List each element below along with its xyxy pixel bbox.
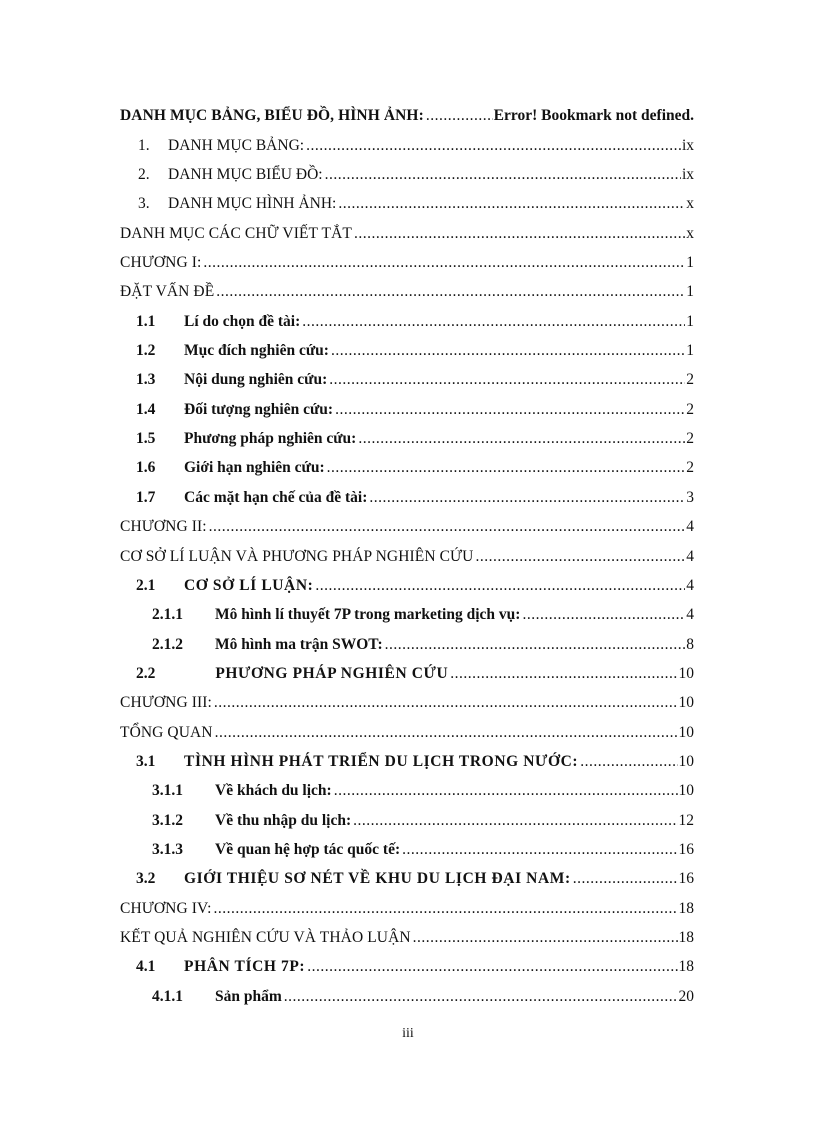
toc-entry-page: 10 [678, 782, 694, 800]
toc-entry-number: 3. [138, 195, 150, 213]
toc-entry-number: 3.2 [136, 870, 156, 888]
toc-entry-title: Về quan hệ hợp tác quốc tế: [215, 840, 401, 858]
toc-entry-number: 4.1.1 [152, 987, 183, 1005]
toc-entry[interactable] [0, 803, 816, 832]
toc-entry[interactable] [0, 569, 816, 598]
toc-entry[interactable] [0, 158, 816, 187]
toc-entry[interactable] [0, 715, 816, 744]
toc-entry-title: CHƯƠNG II: [120, 518, 207, 536]
toc-entry-title: Các mặt hạn chế của đề tài: [184, 488, 368, 506]
toc-entry-page: 4 [686, 606, 694, 624]
toc-entry-number: 3.1 [136, 752, 156, 770]
toc-entry-title: DANH MỤC HÌNH ẢNH: [168, 195, 337, 213]
toc-entry-page: 1 [686, 312, 694, 330]
toc-entry-title: GIỚI THIỆU SƠ NÉT VỀ KHU DU LỊCH ĐẠI NAM: [184, 870, 571, 888]
toc-entry[interactable] [0, 275, 816, 304]
toc-leader-dots [215, 724, 678, 741]
toc-entry-number: 1.5 [136, 430, 156, 448]
toc-entry-title: DANH MỤC BẢNG: [168, 136, 305, 154]
toc-entry-number: 2.1.2 [152, 635, 183, 653]
toc-leader-dots [335, 401, 685, 418]
toc-entry-title: ĐẶT VẤN ĐỀ [120, 283, 215, 301]
toc-entry-page: 10 [678, 723, 694, 741]
toc-leader-dots [358, 430, 685, 447]
toc-entry-title: Mục đích nghiên cứu: [184, 342, 329, 360]
toc-leader-dots [426, 107, 493, 124]
toc-leader-dots [338, 195, 685, 212]
toc-entry-title: Mô hình ma trận SWOT: [215, 635, 383, 653]
toc-entry-page: 18 [678, 899, 694, 917]
toc-leader-dots [334, 782, 678, 799]
toc-leader-dots [353, 812, 677, 829]
toc-entry[interactable] [0, 246, 816, 275]
toc-entry-page: 18 [678, 958, 694, 976]
toc-leader-dots [214, 900, 678, 917]
toc-entry-number: 1.2 [136, 342, 156, 360]
toc-leader-dots [580, 753, 677, 770]
toc-leader-dots [331, 342, 685, 359]
toc-entry-page: 2 [686, 430, 694, 448]
toc-leader-dots [203, 254, 685, 271]
toc-entry-page: 1 [686, 342, 694, 360]
toc-entry[interactable] [0, 833, 816, 862]
toc-leader-dots [216, 283, 685, 300]
toc-entry-title: Lí do chọn đề tài: [184, 312, 301, 330]
toc-entry[interactable] [0, 598, 816, 627]
toc-entry-number: 1. [138, 136, 150, 154]
page-number: iii [402, 1026, 414, 1041]
toc-entry-page: 4 [686, 547, 694, 565]
toc-entry[interactable] [0, 979, 816, 1008]
toc-entry[interactable] [0, 627, 816, 656]
toc-entry-page: 18 [678, 928, 694, 946]
toc-leader-dots [214, 694, 678, 711]
toc-entry-number: 3.1.2 [152, 811, 183, 829]
toc-entry-page: 2 [686, 400, 694, 418]
toc-entry-title: CHƯƠNG III: [120, 694, 212, 712]
toc-entry[interactable] [0, 187, 816, 216]
toc-entry-title: Về thu nhập du lịch: [215, 811, 352, 829]
toc-entry-page: 2 [686, 459, 694, 477]
toc-leader-dots [354, 225, 685, 242]
toc-leader-dots [413, 929, 678, 946]
toc-entry-title: KẾT QUẢ NGHIÊN CỨU VÀ THẢO LUẬN [120, 928, 411, 946]
toc-leader-dots [450, 665, 677, 682]
toc-entry[interactable] [0, 510, 816, 539]
toc-leader-dots [209, 518, 686, 535]
toc-entry-page: 10 [678, 694, 694, 712]
toc-leader-dots [329, 371, 685, 388]
toc-leader-dots [307, 958, 677, 975]
toc-entry-number: 1.7 [136, 488, 156, 506]
toc-entry[interactable] [0, 862, 816, 891]
toc-entry-page: 12 [678, 811, 694, 829]
toc-entry-number: 2.1 [136, 576, 156, 594]
toc-leader-dots [315, 577, 685, 594]
toc-entry-page: 20 [678, 987, 694, 1005]
toc-entry-title: DANH MỤC BIỂU ĐỒ: [168, 166, 323, 184]
toc-entry-number: 1.4 [136, 400, 156, 418]
toc-leader-dots [573, 870, 678, 887]
toc-entry-number: 1.1 [136, 312, 156, 330]
toc-entry-title: TỔNG QUAN [120, 723, 213, 741]
toc-entry-page: 16 [678, 840, 694, 858]
toc-entry-title: CƠ SỞ LÍ LUẬN VÀ PHƯƠNG PHÁP NGHIÊN CỨU [120, 547, 474, 565]
toc-entry-title: Phương pháp nghiên cứu: [184, 430, 357, 448]
toc-entry-title: Mô hình lí thuyết 7P trong marketing dịch vụ: [215, 606, 521, 624]
toc-entry[interactable] [0, 99, 816, 128]
toc-entry[interactable] [0, 304, 816, 333]
toc-entry[interactable] [0, 891, 816, 920]
toc-entry-number: 4.1 [136, 958, 156, 976]
toc-entry[interactable] [0, 216, 816, 245]
toc-entry-title: DANH MỤC CÁC CHỮ VIẾT TẮT [120, 224, 352, 242]
toc-entry-number: 2.1.1 [152, 606, 183, 624]
toc-entry-title: PHÂN TÍCH 7P: [184, 958, 306, 976]
toc-leader-dots [302, 313, 685, 330]
toc-leader-dots [522, 606, 685, 623]
toc-entry-number: 3.1.3 [152, 840, 183, 858]
toc-leader-dots [369, 489, 685, 506]
toc-leader-dots [402, 841, 677, 858]
toc-entry-number: 2.2 [136, 664, 156, 682]
toc-entry[interactable] [0, 334, 816, 363]
toc-entry-title: DANH MỤC BẢNG, BIỂU ĐỒ, HÌNH ẢNH: [120, 107, 424, 125]
toc-entry-title: PHƯƠNG PHÁP NGHIÊN CỨU [184, 664, 449, 682]
toc-entry-page: 8 [686, 635, 694, 653]
toc-entry-title: Nội dung nghiên cứu: [184, 371, 328, 389]
toc-entry[interactable] [0, 774, 816, 803]
toc-leader-dots [385, 636, 686, 653]
toc-entry-title: TÌNH HÌNH PHÁT TRIỂN DU LỊCH TRONG NƯỚC: [184, 752, 579, 770]
toc-leader-dots [284, 988, 678, 1005]
toc-leader-dots [475, 548, 685, 565]
toc-entry[interactable] [0, 539, 816, 568]
toc-entry-title: Về khách du lịch: [215, 782, 332, 800]
table-of-contents [0, 99, 816, 1009]
toc-entry[interactable] [0, 950, 816, 979]
toc-entry-title: Đối tượng nghiên cứu: [184, 400, 334, 418]
toc-entry[interactable] [0, 128, 816, 157]
toc-entry-number: 2. [138, 166, 150, 184]
toc-entry-page: 10 [678, 752, 694, 770]
toc-entry[interactable] [0, 657, 816, 686]
toc-entry-title: CHƯƠNG I: [120, 254, 202, 272]
toc-entry[interactable] [0, 422, 816, 451]
toc-entry[interactable] [0, 392, 816, 421]
toc-entry-page: x [686, 224, 694, 242]
toc-leader-dots [325, 166, 681, 183]
toc-entry-page: 2 [686, 371, 694, 389]
toc-entry-page: Error! Bookmark not defined. [493, 107, 694, 125]
toc-entry-page: 1 [686, 254, 694, 272]
toc-entry-page: 3 [686, 488, 694, 506]
toc-entry-number: 1.6 [136, 459, 156, 477]
toc-entry-number: 1.3 [136, 371, 156, 389]
toc-entry-page: 10 [678, 664, 694, 682]
toc-entry-title: Giới hạn nghiên cứu: [184, 459, 325, 477]
toc-entry-page: ix [681, 136, 694, 154]
toc-entry[interactable] [0, 451, 816, 480]
toc-entry-page: x [686, 195, 694, 213]
toc-entry-page: ix [681, 166, 694, 184]
toc-entry-page: 1 [686, 283, 694, 301]
toc-entry[interactable] [0, 480, 816, 509]
toc-entry[interactable] [0, 686, 816, 715]
toc-entry-title: CƠ SỞ LÍ LUẬN: [184, 576, 314, 594]
toc-leader-dots [306, 137, 681, 154]
toc-entry-title: Sản phẩm [215, 987, 282, 1005]
toc-entry[interactable] [0, 745, 816, 774]
toc-entry-page: 4 [686, 518, 694, 536]
toc-entry-number: 3.1.1 [152, 782, 183, 800]
toc-entry-title: CHƯƠNG IV: [120, 899, 212, 917]
toc-leader-dots [327, 459, 686, 476]
toc-entry[interactable] [0, 363, 816, 392]
toc-entry-page: 16 [678, 870, 694, 888]
toc-entry[interactable] [0, 921, 816, 950]
toc-entry-page: 4 [686, 576, 694, 594]
